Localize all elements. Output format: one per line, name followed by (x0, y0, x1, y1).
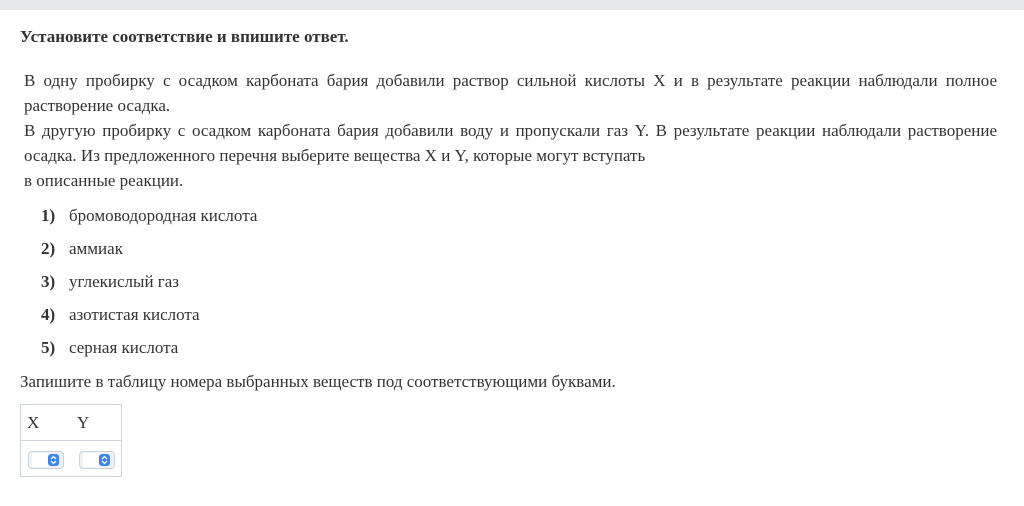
option-number: 3) (41, 272, 56, 291)
option-number: 1) (41, 206, 56, 225)
option-4 (41, 303, 257, 336)
answer-table-header (21, 405, 121, 441)
option-number: 4) (41, 305, 56, 324)
option-text: аммиак (69, 239, 123, 258)
header-x: X (27, 413, 40, 432)
task-heading: Установите соответствие и впишите ответ. (20, 27, 349, 46)
header-y: Y (77, 413, 90, 432)
option-number: 2) (41, 239, 56, 258)
select-x[interactable] (28, 451, 64, 469)
task-paragraph-2-end: в описанные реакции. (24, 171, 184, 190)
option-number: 5) (41, 338, 56, 357)
option-5 (41, 336, 257, 369)
option-3 (41, 270, 257, 303)
answer-table-select-row (21, 441, 121, 477)
chevron-up-down-icon (48, 454, 59, 466)
select-y[interactable] (79, 451, 115, 469)
option-text: азотистая кислота (69, 305, 200, 324)
option-1 (41, 204, 257, 237)
option-text: бромоводородная кислота (69, 206, 258, 225)
answer-table (20, 404, 122, 477)
top-bar (0, 0, 1024, 10)
chevron-up-down-icon (99, 454, 110, 466)
option-text: углекислый газ (69, 272, 180, 291)
option-text: серная кислота (69, 338, 179, 357)
task-paragraph-1: В одну пробирку с осадком карбоната бария добавили раствор сильной кислоты X и в результате реакции наблюдали полное растворение осадка. (24, 71, 997, 115)
answer-instruction: Запишите в таблицу номера выбранных веществ под соответствующими буквами. (20, 372, 616, 391)
task-paragraph-2: В другую пробирку с осадком карбоната бария добавили воду и пропускали газ Y. В результате реакции наблюдали растворение осадка. Из предложенного перечня выберите вещества X и Y, которые могут вступать (24, 121, 997, 165)
options-list (41, 204, 257, 369)
option-2 (41, 237, 257, 270)
